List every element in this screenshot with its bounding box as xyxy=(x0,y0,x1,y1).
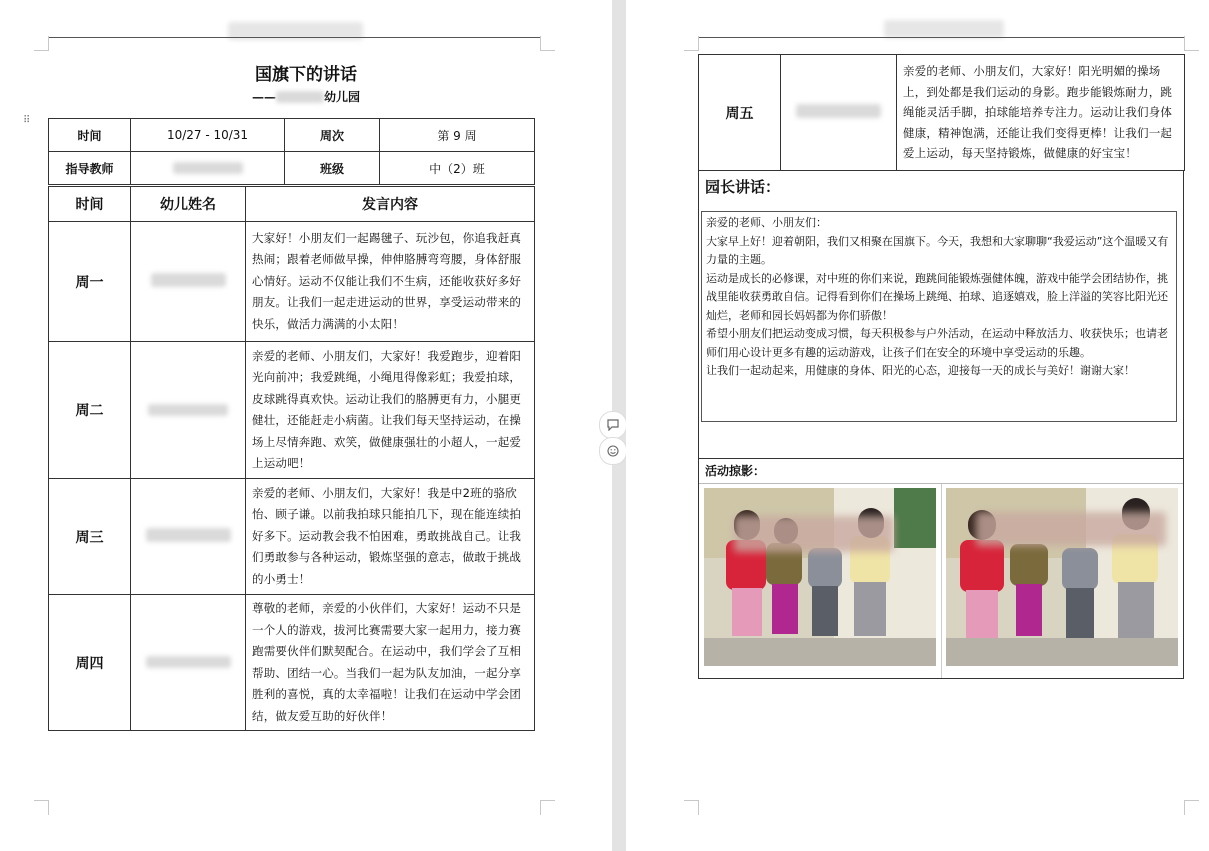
activity-photo-2 xyxy=(946,488,1178,666)
time-label: 时间 xyxy=(49,119,131,152)
principal-paragraph: 让我们一起动起来，用健康的身体、阳光的心态，迎接每一天的成长与美好！谢谢大家！ xyxy=(706,364,1135,377)
emoji-icon[interactable] xyxy=(599,437,627,465)
speech-table xyxy=(48,186,535,731)
drag-handle-icon[interactable]: ⠿ xyxy=(23,115,32,126)
header-rule xyxy=(698,37,1184,38)
table-row xyxy=(49,479,535,595)
subtitle-prefix: —— xyxy=(251,90,276,104)
subtitle-suffix: 幼儿园 xyxy=(323,90,360,104)
child-name-cell xyxy=(131,222,246,342)
principal-heading: 园长讲话： xyxy=(705,178,781,196)
principal-speech-box xyxy=(701,211,1177,422)
child-name-cell xyxy=(131,479,246,595)
teacher-value xyxy=(131,152,285,185)
day-cell: 周二 xyxy=(49,342,131,479)
activity-photo-1 xyxy=(704,488,936,666)
page-subtitle xyxy=(0,88,612,105)
blurred-teacher-name xyxy=(173,162,243,174)
child-name-cell xyxy=(781,55,897,171)
teacher-label: 指导教师 xyxy=(49,152,131,185)
column-header-content: 发言内容 xyxy=(246,187,535,222)
principal-paragraph: 亲爱的老师、小朋友们： xyxy=(706,216,827,229)
day-cell: 周一 xyxy=(49,222,131,342)
child-name-cell xyxy=(131,595,246,731)
child-name-cell xyxy=(131,342,246,479)
speech-table-continued xyxy=(698,54,1185,171)
day-cell: 周五 xyxy=(699,55,781,171)
principal-paragraph: 大家早上好！迎着朝阳，我们又相聚在国旗下。今天，我想和大家聊聊“我爱运动”这个温暖又有力量的主题。 xyxy=(706,234,1169,266)
table-row xyxy=(49,342,535,479)
blurred-header xyxy=(884,20,1004,38)
table-row xyxy=(49,595,535,731)
speech-text: 尊敬的老师，亲爱的小伙伴们，大家好！运动不只是一个人的游戏，拔河比赛需要大家一起用力，接力赛跑需要伙伴们默契配合。在运动中，我们学会了互相帮助、团结一心。当我们一起为队友加油，一起分享胜利的喜悦，真的太幸福啦！让我们在运动中学会团结，做友爱互助的好伙伴！ xyxy=(246,595,535,731)
principal-paragraph: 希望小朋友们把运动变成习惯，每天积极参与户外活动，在运动中释放活力、收获快乐；也请老师们用心设计更多有趣的运动游戏，让孩子们在安全的环境中享受运动的乐趣。 xyxy=(706,327,1168,359)
table-row xyxy=(49,222,535,342)
speech-text: 亲爱的老师、小朋友们，大家好！我爱跑步，迎着阳光向前冲；我爱跳绳，小绳甩得像彩虹；我爱拍球，皮球跳得真欢快。运动让我们的胳膊更有力，小腿更健壮，还能赶走小病菌。让我们每天坚持运动，在操场上尽情奔跑、欢笑，做健康强壮的小超人，一起爱上运动吧！ xyxy=(246,342,535,479)
week-label: 周次 xyxy=(285,119,380,152)
day-cell: 周三 xyxy=(49,479,131,595)
photos-label: 活动掠影： xyxy=(705,464,766,478)
page-title: 国旗下的讲话 xyxy=(255,65,357,85)
class-label: 班级 xyxy=(285,152,380,185)
principal-paragraph: 运动是成长的必修课，对中班的你们来说，跑跳间能锻炼强健体魄，游戏中能学会团结协作，挑战里能收获勇敢自信。记得看到你们在操场上跳绳、拍球、追逐嬉戏，脸上洋溢的笑容比阳光还灿烂，老师和园长妈妈都为你们骄傲！ xyxy=(706,271,1168,322)
principal-section xyxy=(698,170,1184,459)
day-cell: 周四 xyxy=(49,595,131,731)
info-table xyxy=(48,118,535,185)
document-page-right xyxy=(626,0,1209,851)
class-value: 中（2）班 xyxy=(380,152,535,185)
photos-section xyxy=(698,458,1184,679)
speech-text: 亲爱的老师、小朋友们，大家好！阳光明媚的操场上，到处都是我们运动的身影。跑步能锻炼耐力，跳绳能灵活手脚，拍球能培养专注力。运动让我们身体健康，精神饱满，还能让我们变得更棒！让我们一起爱上运动，每天坚持锻炼，做健康的好宝宝！ xyxy=(897,55,1185,171)
header-rule xyxy=(48,37,540,38)
column-header-name: 幼儿姓名 xyxy=(131,187,246,222)
week-value: 第 9 周 xyxy=(380,119,535,152)
column-header-time: 时间 xyxy=(49,187,131,222)
time-value: 10/27 - 10/31 xyxy=(131,119,285,152)
comment-icon[interactable] xyxy=(599,411,627,439)
speech-text: 亲爱的老师、小朋友们，大家好！我是中2班的骆欣怡、顾子谦。以前我拍球只能拍几下，现在能连续拍好多下。运动教会我不怕困难，勇敢挑战自己。让我们勇敢参与各种运动，锻炼坚强的意志，做敢于挑战的小勇士！ xyxy=(246,479,535,595)
blurred-kindergarten-name xyxy=(276,91,324,103)
speech-text: 大家好！小朋友们一起踢毽子、玩沙包，你追我赶真热闹；跟着老师做早操，伸伸胳膊弯弯腰，身体舒服心情好。运动不仅能让我们不生病，还能收获好多好朋友。让我们一起走进运动的世界，享受运动带来的快乐，做活力满满的小太阳！ xyxy=(246,222,535,342)
table-row xyxy=(699,55,1185,171)
